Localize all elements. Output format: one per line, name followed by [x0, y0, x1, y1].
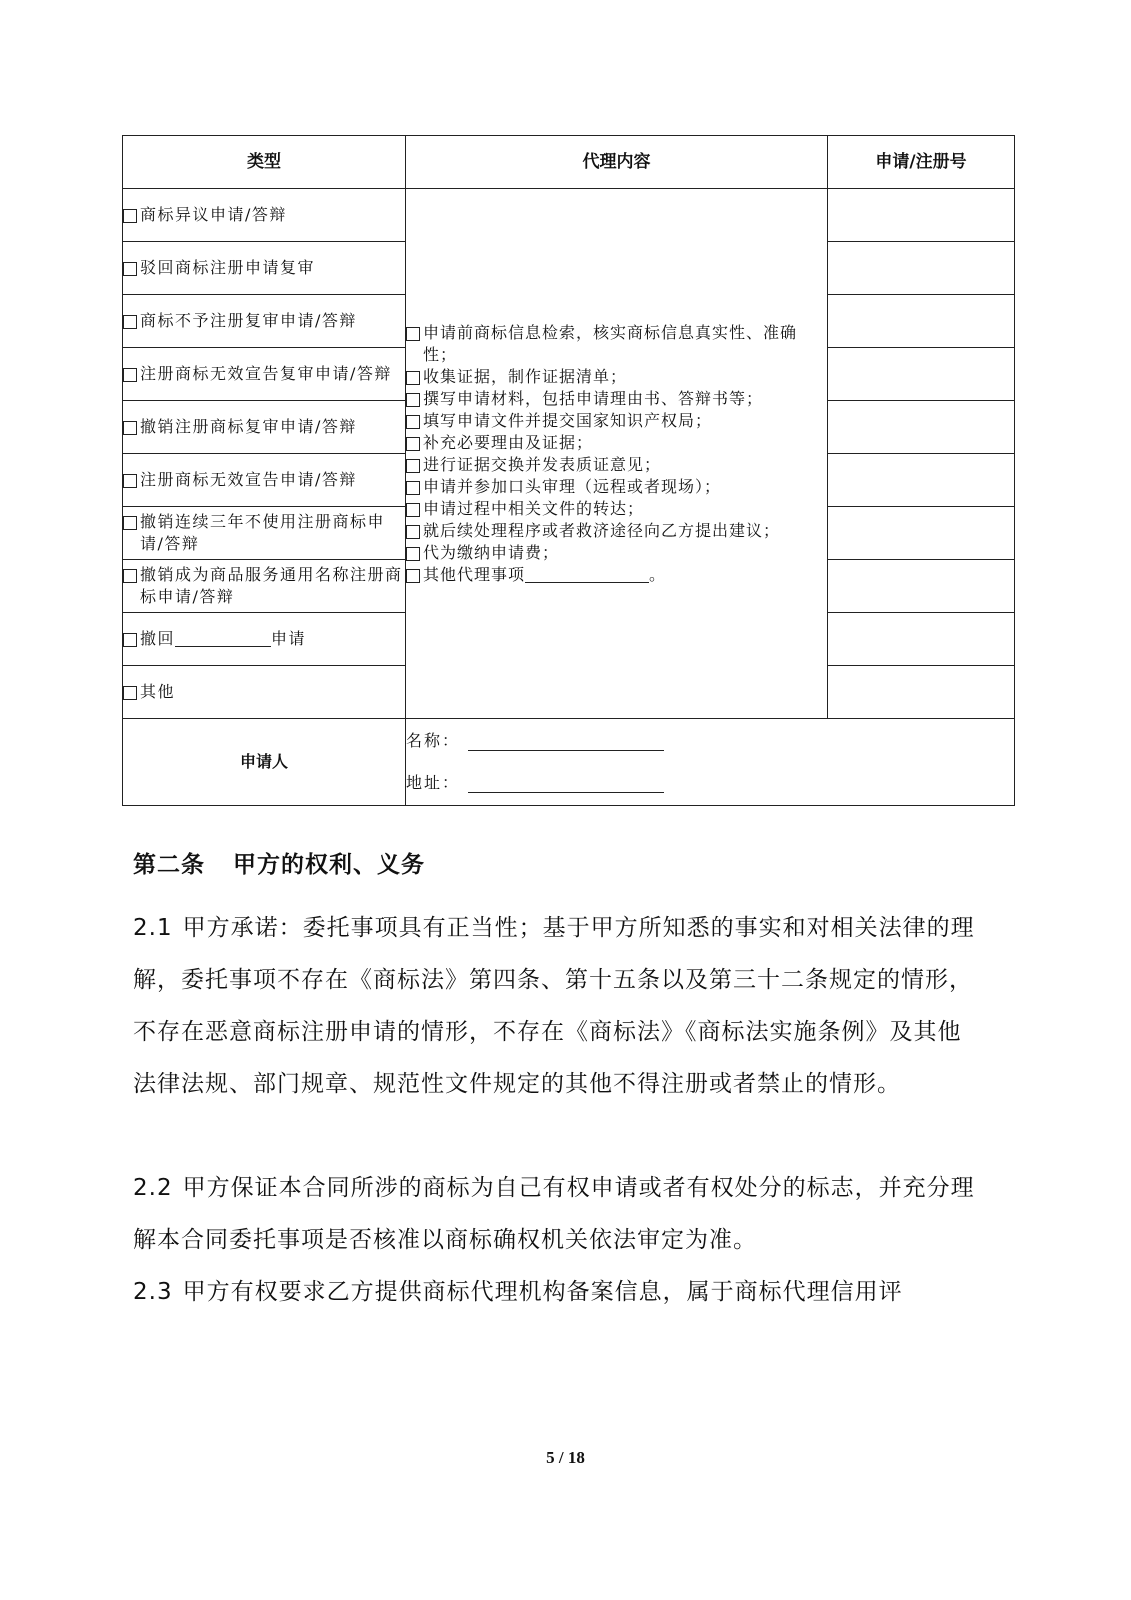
blank-field[interactable] — [175, 628, 271, 647]
checkbox-icon[interactable] — [406, 327, 420, 341]
checkbox-icon[interactable] — [406, 393, 420, 407]
content-item: 申请过程中相关文件的转达； — [406, 498, 827, 520]
header-reg-no: 申请/注册号 — [828, 136, 1015, 189]
reg-no-cell[interactable] — [828, 401, 1015, 454]
checkbox-icon[interactable] — [406, 415, 420, 429]
type-cell — [123, 666, 406, 719]
page-number: 5 / 18 — [546, 1448, 585, 1467]
reg-no-cell[interactable] — [828, 507, 1015, 560]
type-label: 注册商标无效宣告申请/答辩 — [140, 470, 357, 489]
blank-field[interactable] — [525, 564, 649, 583]
header-content: 代理内容 — [406, 136, 828, 189]
checkbox-icon[interactable] — [406, 569, 420, 583]
applicant-fields — [406, 719, 1015, 806]
checkbox-icon[interactable] — [406, 547, 420, 561]
applicant-address-row — [406, 762, 1014, 804]
checkbox-icon[interactable] — [406, 459, 420, 473]
type-label: 撤销注册商标复审申请/答辩 — [140, 417, 357, 436]
content-item: 撰写申请材料，包括申请理由书、答辩书等； — [406, 388, 827, 410]
section-heading — [133, 846, 425, 879]
type-cell — [123, 560, 406, 613]
content-item: 申请前商标信息检索，核实商标信息真实性、准确性； — [406, 322, 827, 366]
type-label: 商标异议申请/答辩 — [140, 205, 287, 224]
withdraw-suffix: 申请 — [271, 629, 307, 648]
checkbox-icon[interactable] — [123, 262, 137, 276]
content-cell — [406, 189, 828, 719]
checkbox-icon[interactable] — [123, 209, 137, 223]
applicant-label: 申请人 — [123, 719, 406, 806]
reg-no-cell[interactable] — [828, 666, 1015, 719]
content-item: 代为缴纳申请费； — [406, 542, 827, 564]
paragraph — [133, 1162, 983, 1266]
agency-table — [122, 135, 1015, 806]
type-cell — [123, 189, 406, 242]
name-label: 名称： — [406, 731, 461, 750]
checkbox-icon[interactable] — [406, 437, 420, 451]
content-item-other: 其他代理事项 。 — [406, 564, 827, 586]
type-cell — [123, 454, 406, 507]
type-label: 撤销连续三年不使用注册商标申请/答辩 — [140, 512, 386, 553]
clause-number: 2.2 — [133, 1175, 173, 1201]
address-label: 地址： — [406, 773, 461, 792]
type-label: 撤销成为商品服务通用名称注册商标申请/答辩 — [140, 565, 403, 606]
type-cell — [123, 242, 406, 295]
checkbox-icon[interactable] — [406, 371, 420, 385]
content-item: 申请并参加口头审理（远程或者现场）； — [406, 476, 827, 498]
checkbox-icon[interactable] — [123, 633, 137, 647]
paragraph — [133, 902, 983, 1110]
type-label: 注册商标无效宣告复审申请/答辩 — [140, 364, 392, 383]
content-item: 就后续处理程序或者救济途径向乙方提出建议； — [406, 520, 827, 542]
type-cell — [123, 401, 406, 454]
reg-no-cell[interactable] — [828, 560, 1015, 613]
checkbox-icon[interactable] — [123, 569, 137, 583]
type-cell — [123, 613, 406, 666]
clause-text: 甲方有权要求乙方提供商标代理机构备案信息，属于商标代理信用评 — [182, 1279, 903, 1305]
content-item: 收集证据，制作证据清单； — [406, 366, 827, 388]
reg-no-cell[interactable] — [828, 613, 1015, 666]
paragraph — [133, 1266, 983, 1318]
reg-no-cell[interactable] — [828, 189, 1015, 242]
table-row — [123, 189, 1015, 242]
applicant-row — [123, 719, 1015, 806]
checkbox-icon[interactable] — [406, 525, 420, 539]
reg-no-cell[interactable] — [828, 348, 1015, 401]
checkbox-icon[interactable] — [123, 474, 137, 488]
checkbox-icon[interactable] — [123, 421, 137, 435]
checkbox-icon[interactable] — [123, 516, 137, 530]
type-label: 其他 — [140, 682, 176, 701]
type-label: 驳回商标注册申请复审 — [140, 258, 316, 277]
checkbox-icon[interactable] — [123, 315, 137, 329]
reg-no-cell[interactable] — [828, 295, 1015, 348]
section-number: 第二条 — [133, 852, 205, 878]
header-type: 类型 — [123, 136, 406, 189]
clause-text: 甲方保证本合同所涉的商标为自己有权申请或者有权处分的标志，并充分理解本合同委托事项是否核准以商标确权机关依法审定为准。 — [133, 1175, 975, 1253]
checkbox-icon[interactable] — [123, 368, 137, 382]
withdraw-prefix: 撤回 — [140, 629, 176, 648]
applicant-name-row — [406, 720, 1014, 762]
clause-text: 甲方承诺：委托事项具有正当性；基于甲方所知悉的事实和对相关法律的理解，委托事项不存在《商标法》第四条、第十五条以及第三十二条规定的情形，不存在恶意商标注册申请的情形，不存在《商标法》《商标法实施条例》及其他法律法规、部门规章、规范性文件规定的其他不得注册或者禁止的情形。 — [133, 915, 975, 1097]
checkbox-icon[interactable] — [123, 686, 137, 700]
type-label: 商标不予注册复审申请/答辩 — [140, 311, 357, 330]
type-cell — [123, 507, 406, 560]
address-field[interactable] — [468, 774, 664, 793]
table-header-row — [123, 136, 1015, 189]
clause-number: 2.1 — [133, 915, 173, 941]
content-item: 补充必要理由及证据； — [406, 432, 827, 454]
content-item: 进行证据交换并发表质证意见； — [406, 454, 827, 476]
checkbox-icon[interactable] — [406, 503, 420, 517]
checkbox-icon[interactable] — [406, 481, 420, 495]
reg-no-cell[interactable] — [828, 242, 1015, 295]
section-title: 甲方的权利、义务 — [233, 852, 425, 878]
type-cell — [123, 348, 406, 401]
type-cell — [123, 295, 406, 348]
name-field[interactable] — [468, 732, 664, 751]
content-item: 填写申请文件并提交国家知识产权局； — [406, 410, 827, 432]
clause-number: 2.3 — [133, 1279, 173, 1305]
reg-no-cell[interactable] — [828, 454, 1015, 507]
